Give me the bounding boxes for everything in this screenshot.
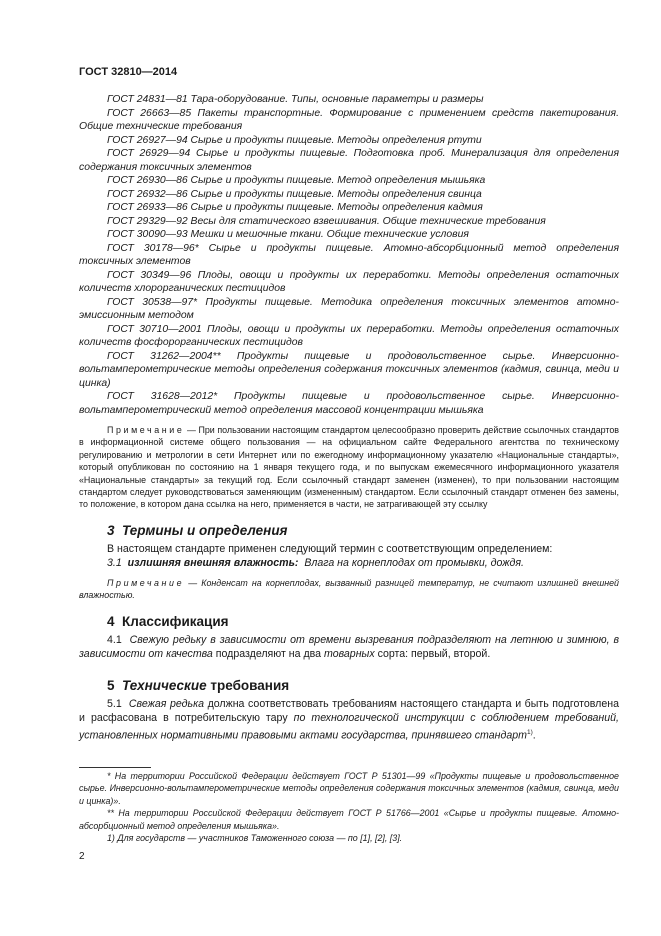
reference-item: ГОСТ 26930—86 Сырье и продукты пищевые. Метод определения мышьяка [107,175,486,186]
reference-item: ГОСТ 30710—2001 Плоды, овощи и продукты их переработки. Методы определения остаточных количеств фосфорорганических пестицидов [79,323,619,348]
page-number: 2 [79,851,85,862]
content [79,93,619,743]
reference-item: ГОСТ 26933—86 Сырье и продукты пищевые. Методы определения кадмия [107,202,483,213]
reference-item: ГОСТ 29329—92 Весы для статического взвешивания. Общие технические требования [107,215,546,227]
footnotes [79,770,619,844]
note-referenced-standards [79,424,619,511]
note-label: Примечание [107,425,185,435]
note-text: — При пользовании настоящим стандартом целесообразно проверить действие ссылочных стандартов в информационной системе общего пользования — на официальном сайте Федерального агентства по техническому регулированию и метрологии в сети Интернет или по ежегодному информационному указателю «Национальные стандарты», который опубликован по состоянию на 1 января текущего года, и по выпускам ежемесячного информационного указателя «Национальные стандарты» за текущий год. Если ссылочный стандарт заменен (изменен), то при пользовании настоящим стандартом следует руководствоваться заменяющим (измененным) стандартом. Если ссылочный стандарт отменен без замены, то положение, в котором дана ссылка на него, применяется в части, не затрагивающей эту ссылку [79,425,619,510]
footnote: 1) Для государств — участников Таможенного союза — по [1], [2], [3]. [107,833,403,844]
reference-item: ГОСТ 26932—86 Сырье и продукты пищевые. Методы определения свинца [107,188,482,200]
section-3-heading: 3 Термины и определения [107,522,288,538]
document-header: ГОСТ 32810—2014 [79,66,178,78]
reference-item: ГОСТ 26929—94 Сырье и продукты пищевые. Подготовка проб. Минерализация для определения содержания токсичных элементов [79,148,619,173]
clause-4-1: 4.1 Свежую редьку в зависимости от времени вызревания подразделяют на летнюю и зимнюю, в зависимости от качества подразделяют на два товарных сорта: первый, второй. [79,633,619,661]
footnote: * На территории Российской Федерации действует ГОСТ Р 51301—99 «Продукты пищевые и продовольственное сырье. Инверсионно-вольтамперометрические методы определения содержания токсичных элементов (кадмия, свинца, меди и цинка)». [79,771,619,806]
section-3-intro: В настоящем стандарте применен следующий термин с соответствующим определением: [107,542,553,555]
reference-item: ГОСТ 30349—96 Плоды, овощи и продукты их переработки. Методы определения остаточных количеств хлорорганических пестицидов [79,269,619,294]
section-5-heading: 5 Технические требования [107,677,290,693]
clause-5-1: 5.1 Свежая редька должна соответствовать требованиям настоящего стандарта и быть подготовлена и расфасована в потребительскую тару по технологической инструкции с соблюдением требований, установленных нормативными правовыми актами государства, принявшего стандарт$^{1)}$. [79,697,620,742]
reference-item: ГОСТ 26927—94 Сырье и продукты пищевые. Методы определения ртути [107,134,482,146]
reference-item: ГОСТ 26663—85 Пакеты транспортные. Формирование с применением средств пакетирования. Общие технические требования [79,107,619,132]
reference-item: ГОСТ 30090—93 Мешки и мешочные ткани. Общие технические условия [107,229,469,240]
footnote-separator [79,767,151,768]
term-3-1: 3.1 излишняя внешняя влажность: Влага на корнеплодах от промывки, дождя. [107,557,524,570]
reference-list [79,93,619,417]
reference-item: ГОСТ 24831—81 Тара-оборудование. Типы, основные параметры и размеры [107,94,484,105]
reference-item: ГОСТ 31628—2012* Продукты пищевые и продовольственное сырье. Инверсионно-вольтамперометрический метод определения массовой концентрации мышьяка [79,391,619,416]
section-4-heading: 4 Классификация [107,613,229,629]
footnote: ** На территории Российской Федерации действует ГОСТ Р 51766—2001 «Сырье и продукты пищевые. Атомно-абсорбционный метод определения мышьяка». [79,808,619,831]
reference-item: ГОСТ 30538—97* Продукты пищевые. Методика определения токсичных элементов атомно-эмиссионным методом [79,296,619,321]
term-note: Примечание — Конденсат на корнеплодах, вызванный разницей температур, не считают излишней внешней влажностью. [79,577,619,601]
reference-item: ГОСТ 31262—2004** Продукты пищевые и продовольственное сырье. Инверсионно-вольтамперометрические методы определения содержания токсичных элементов (кадмия, свинца, меди и цинка) [79,350,619,389]
reference-item: ГОСТ 30178—96* Сырье и продукты пищевые. Атомно-абсорбционный метод определения токсичных элементов [79,242,619,267]
